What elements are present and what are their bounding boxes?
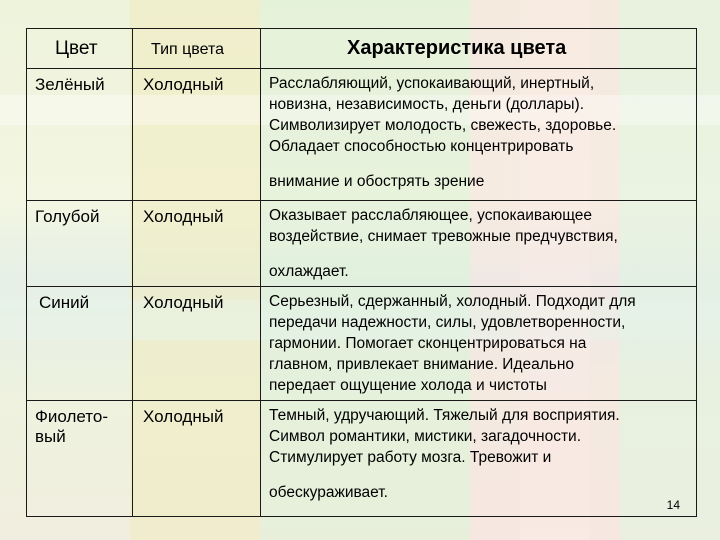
page-number: 14 (666, 498, 680, 512)
description-line: передачи надежности, силы, удовлетворенности, (269, 314, 626, 331)
description-line: Стимулирует работу мозга. Тревожит и (269, 449, 552, 466)
header-type: Тип цвета (133, 29, 261, 69)
table-row (27, 401, 697, 517)
color-type: Холодный (133, 287, 261, 401)
description-line: гармонии. Помогает сконцентрироваться на (269, 335, 587, 352)
color-name: Синий (39, 293, 90, 312)
table-row (27, 201, 697, 287)
color-characteristics-table (26, 28, 697, 517)
description-line: Символ романтики, мистики, загадочности. (269, 428, 582, 445)
description-line: главном, привлекает внимание. Идеально (269, 356, 575, 373)
color-name-cell (27, 69, 133, 201)
color-name-cell (27, 201, 133, 287)
description-line: передает ощущение холода и чистоты (269, 377, 547, 394)
description-line: Серьезный, сдержанный, холодный. Подходит для (269, 293, 636, 310)
color-description (261, 401, 697, 517)
description-line: внимание и обострять зрение (269, 173, 485, 190)
description-line: Обладает способностью концентрировать (269, 138, 574, 155)
table-row (27, 287, 697, 401)
color-description (261, 287, 697, 401)
color-name: Зелёный (35, 75, 105, 94)
table-row (27, 69, 697, 201)
color-description (261, 69, 697, 201)
color-type: Холодный (133, 401, 261, 517)
color-name: Голубой (35, 207, 100, 226)
header-color: Цвет (27, 29, 133, 69)
description-line: охлаждает. (269, 263, 349, 280)
color-name: вый (35, 427, 66, 446)
color-name-cell (27, 401, 133, 517)
color-description (261, 201, 697, 287)
description-line: воздействие, снимает тревожные предчувствия, (269, 228, 618, 245)
description-line: Темный, удручающий. Тяжелый для восприятия. (269, 407, 620, 424)
color-type: Холодный (133, 201, 261, 287)
description-line: обескураживает. (269, 484, 388, 501)
table-header-row (27, 29, 697, 69)
description-line: Оказывает расслабляющее, успокаивающее (269, 207, 593, 224)
description-line: Расслабляющий, успокаивающий, инертный, (269, 75, 595, 92)
color-name-cell (27, 287, 133, 401)
description-line: новизна, независимость, деньги (доллары). (269, 96, 584, 113)
color-name: Фиолето- (35, 407, 109, 426)
color-type: Холодный (133, 69, 261, 201)
description-line: Символизирует молодость, свежесть, здоровье. (269, 117, 617, 134)
header-characteristic: Характеристика цвета (261, 29, 697, 69)
